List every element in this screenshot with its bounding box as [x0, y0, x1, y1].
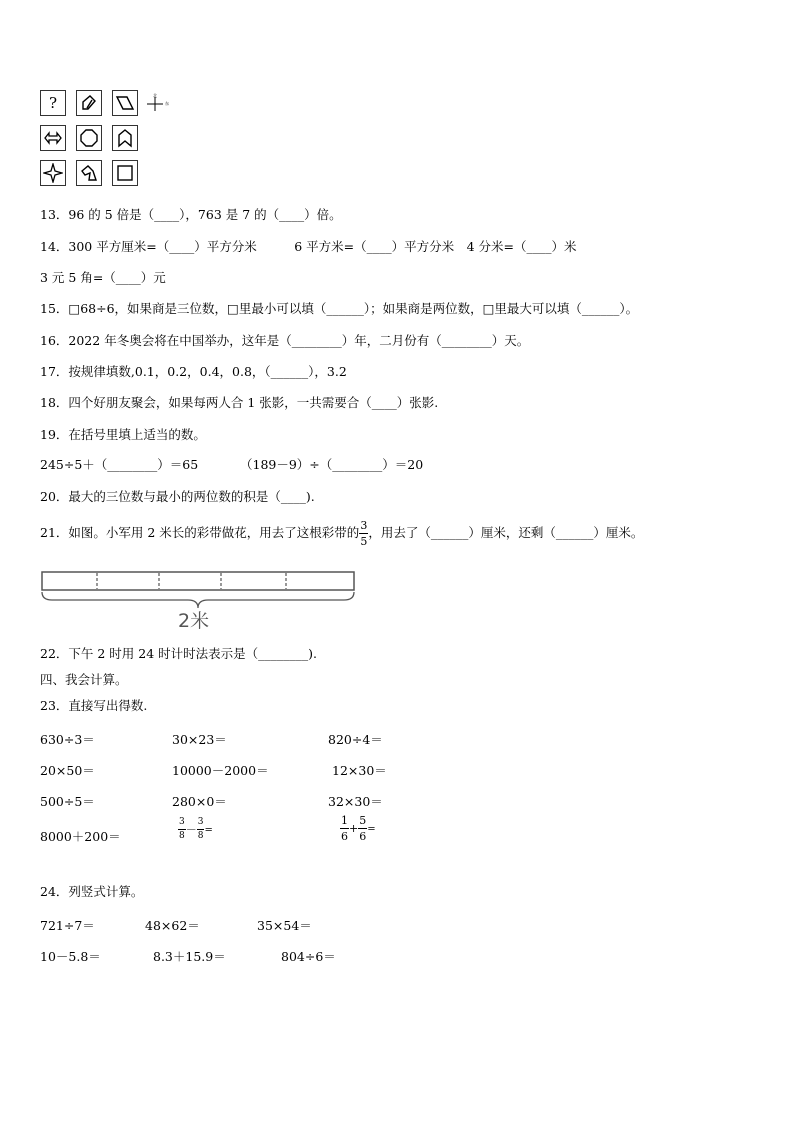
calc-item: 8.3＋15.9＝ — [153, 949, 226, 964]
question-17: 17．按规律填数,0.1，0.2，0.4，0.8，（______），3.2 — [40, 364, 347, 379]
question-23: 23．直接写出得数. — [40, 698, 148, 713]
question-19: 19．在括号里填上适当的数。 — [40, 427, 206, 442]
shape-cell — [40, 125, 66, 151]
question-15: 15．□68÷6，如果商是三位数，□里最小可以填（______）；如果商是两位数，□里最大可以填（______）。 — [40, 301, 639, 316]
calc-item: 30×23＝ — [172, 732, 227, 747]
ribbon-diagram — [40, 568, 360, 632]
calc-item: 48×62＝ — [145, 918, 200, 933]
pentagon-irregular-icon — [79, 163, 99, 183]
calc-item: 630÷3＝ — [40, 732, 95, 747]
calc-item: 8000＋200＝ — [40, 829, 121, 844]
question-19-part-b: （189－9）÷（________）＝20 — [240, 457, 424, 472]
question-14-line-1: 14．300 平方厘米=（____）平方分米 6 平方米=（____）平方分米 4 分米=（____）米 — [40, 239, 577, 254]
shape-cell — [40, 160, 66, 186]
shape-cell — [76, 160, 102, 186]
four-point-star-icon — [43, 163, 63, 183]
calc-item: 721÷7＝ — [40, 918, 95, 933]
calc-item-fraction-addition: $\frac{1}{6}$ + $\frac{5}{6}$ = — [341, 814, 376, 843]
svg-text:东: 东 — [165, 101, 169, 106]
question-16: 16．2022 年冬奥会将在中国举办，这年是（________）年，二月份有（________）天。 — [40, 333, 530, 348]
question-22: 22．下午 2 时用 24 时计时法表示是（________). — [40, 646, 318, 661]
double-arrow-shape-icon — [43, 128, 63, 148]
calc-item: 20×50＝ — [40, 763, 95, 778]
calc-item: 35×54＝ — [257, 918, 312, 933]
question-18: 18．四个好朋友聚会，如果每两人合 1 张影，一共需要合（____）张影. — [40, 395, 439, 410]
question-21-text-after: ，用去了（______）厘米，还剩（______）厘米。 — [368, 525, 644, 540]
calc-item: 280×0＝ — [172, 794, 227, 809]
calc-item: 12×30＝ — [332, 763, 387, 778]
question-13: 13．96 的 5 倍是（____），763 是 7 的（____）倍。 — [40, 207, 342, 222]
question-14-line-2: 3 元 5 角=（____）元 — [40, 270, 166, 285]
shape-cell — [112, 90, 138, 116]
parallelogram-icon — [115, 93, 135, 113]
calc-item: 32×30＝ — [328, 794, 383, 809]
shape-cell — [112, 160, 138, 186]
calc-item: 10000－2000＝ — [172, 763, 269, 778]
calc-item: 500÷5＝ — [40, 794, 95, 809]
shape-cell — [76, 90, 102, 116]
house-shape-icon — [115, 128, 135, 148]
calc-item-fraction-subtraction: $\frac{3}{8}$ － $\frac{3}{8}$ = — [179, 817, 213, 841]
question-mark-cell — [40, 90, 66, 116]
calc-item: 820÷4＝ — [328, 732, 383, 747]
calc-item: 804÷6＝ — [281, 949, 336, 964]
question-mark: ? — [48, 94, 58, 112]
shape-cell — [112, 125, 138, 151]
square-icon — [115, 163, 135, 183]
direction-cross-icon — [144, 92, 170, 114]
trapezoid-shape-icon — [79, 93, 99, 113]
octagon-icon — [79, 128, 99, 148]
question-21-text: 21．如图。小军用 2 米长的彩带做花，用去了这根彩带的 — [40, 525, 360, 540]
fraction-three-fifths: $\frac{3}{5}$ — [360, 519, 368, 548]
question-19-part-a: 245÷5＋（________）＝65 — [40, 457, 199, 472]
question-24: 24．列竖式计算。 — [40, 884, 144, 899]
ribbon-length-label: 2米 — [178, 610, 210, 632]
question-20: 20．最大的三位数与最小的两位数的积是（____). — [40, 489, 315, 504]
calc-item: 10－5.8＝ — [40, 949, 101, 964]
svg-text:北: 北 — [153, 93, 157, 98]
section-4-heading: 四、我会计算。 — [40, 672, 128, 687]
question-21 — [40, 516, 643, 550]
shape-cell — [76, 125, 102, 151]
